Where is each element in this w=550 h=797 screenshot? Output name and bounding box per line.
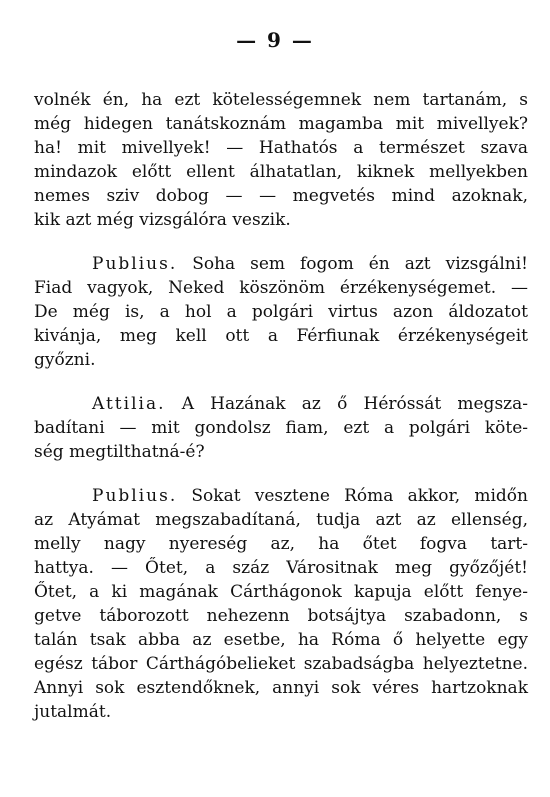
- text-line: [92, 253, 528, 275]
- text-line: kik azt még vizsgálóra veszik.: [34, 210, 291, 230]
- text-line: győzni.: [34, 350, 96, 370]
- text-line: Annyi sok esztendőknek, annyi sok véres hartzoknak: [34, 678, 528, 698]
- text-line: [92, 393, 528, 415]
- text-line: hattya. — Őtet, a száz Várositnak meg győzőjét!: [34, 558, 528, 578]
- speaker-name: Attilia.: [92, 394, 166, 414]
- text-line: volnék én, ha ezt kötelességemnek nem tartanám, s: [34, 90, 528, 110]
- text-line: az Atyámat megszabadítaná, tudja azt az ellenség,: [34, 510, 528, 530]
- dialogue-text: A Hazának az ő Héróssát megsza-: [165, 394, 528, 414]
- text-line: egész tábor Cárthágóbelieket szabadságba helyeztetne.: [34, 654, 528, 674]
- text-line: ség megtilthatná-é?: [34, 442, 205, 462]
- text-line: badítani — mit gondolsz fiam, ezt a polgári köte-: [34, 418, 528, 438]
- text-line: ha! mit mivellyek! — Hathatós a természet szava: [34, 138, 528, 158]
- text-line: Őtet, a ki magának Cárthágonok kapuja előtt fenye-: [34, 582, 528, 602]
- text-line: még hidegen tanátskoznám magamba mit mivellyek?: [34, 114, 528, 134]
- text-line: kivánja, meg kell ott a Férfiunak érzékenységeit: [34, 326, 528, 346]
- text-line: De még is, a hol a polgári virtus azon áldozatot: [34, 302, 528, 322]
- text-line: mindazok előtt ellent álhatatlan, kiknek mellyekben: [34, 162, 528, 182]
- text-line: [92, 485, 528, 507]
- text-line: Fiad vagyok, Neked köszönöm érzékenységemet. —: [34, 278, 528, 298]
- text-line: nemes sziv dobog — — megvetés mind azoknak,: [34, 186, 528, 206]
- page-number: — 9 —: [236, 28, 314, 52]
- text-line: talán tsak abba az esetbe, ha Róma ő helyette egy: [34, 630, 528, 650]
- speaker-name: Publius.: [92, 486, 178, 506]
- dialogue-text: Soha sem fogom én azt vizsgálni!: [177, 254, 528, 274]
- text-line: melly nagy nyereség az, ha őtet fogva tart-: [34, 534, 528, 554]
- text-line: getve táborozott nehezenn botsájtya szabadonn, s: [34, 606, 528, 626]
- speaker-name: Publius.: [92, 254, 178, 274]
- text-line: jutalmát.: [34, 702, 112, 722]
- dialogue-text: Sokat vesztene Róma akkor, midőn: [177, 486, 528, 506]
